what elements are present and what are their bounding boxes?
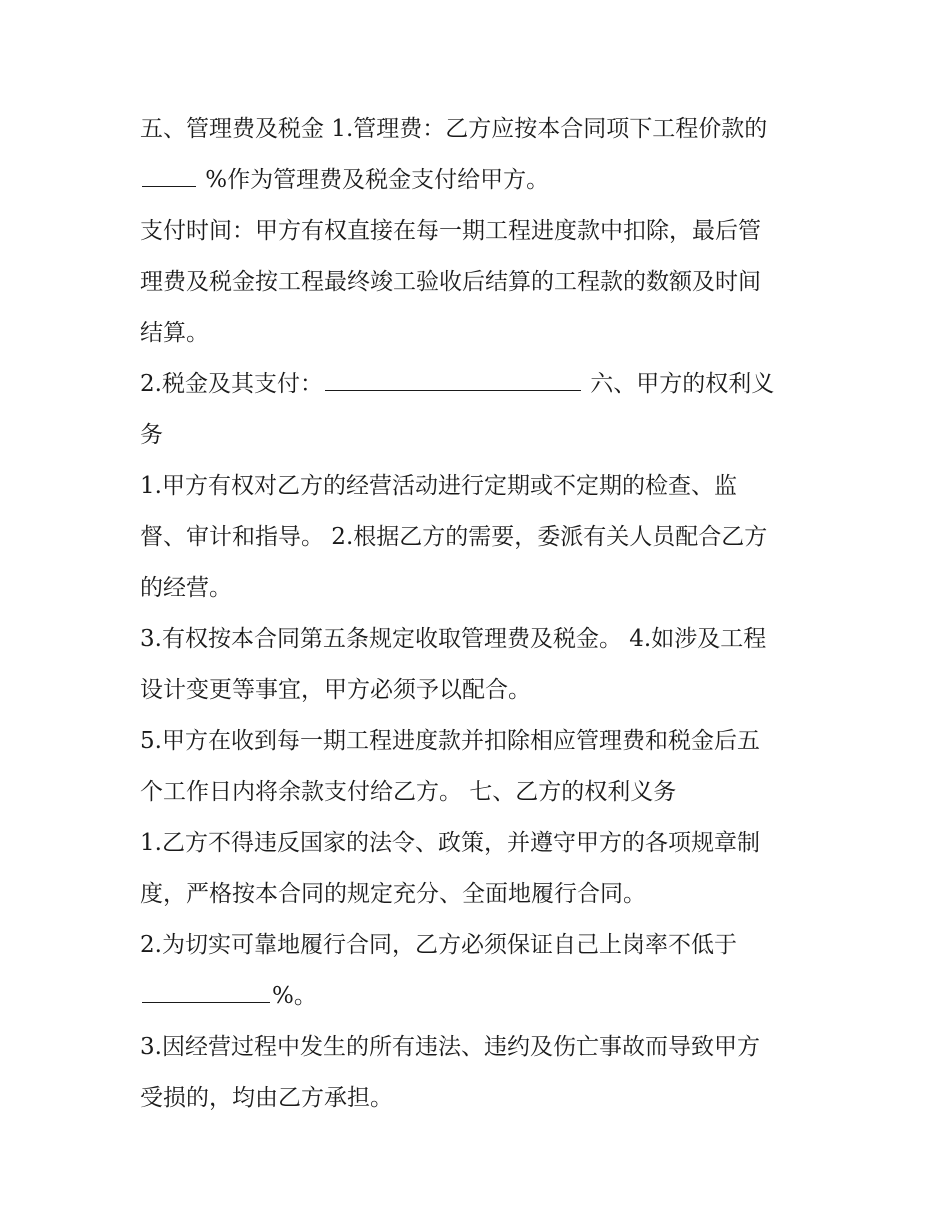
text-line	[140, 155, 820, 206]
line-text: %作为管理费及税金支付给甲方。	[198, 167, 550, 193]
text-line	[140, 359, 820, 410]
text-line: 5.甲方在收到每一期工程进度款并扣除相应管理费和税金后五	[140, 728, 760, 754]
text-line: 个工作日内将余款支付给乙方。 七、乙方的权利义务	[140, 779, 677, 805]
text-line: 度，严格按本合同的规定充分、全面地履行合同。	[140, 881, 646, 907]
text-line: 督、审计和指导。 2.根据乙方的需要，委派有关人员配合乙方	[140, 524, 768, 550]
line-text: 2.税金及其支付：	[140, 371, 323, 397]
text-line: 3.因经营过程中发生的所有违法、违约及伤亡事故而导致甲方	[140, 1034, 760, 1060]
text-line: 受损的，均由乙方承担。	[140, 1085, 393, 1111]
line-text: %。	[272, 983, 317, 1009]
text-line: 1.乙方不得违反国家的法令、政策，并遵守甲方的各项规章制	[140, 830, 760, 856]
text-line: 2.为切实可靠地履行合同，乙方必须保证自己上岗率不低于	[140, 932, 737, 958]
fill-in-blank	[142, 982, 270, 1003]
text-line: 3.有权按本合同第五条规定收取管理费及税金。 4.如涉及工程	[140, 626, 767, 652]
text-line: 1.甲方有权对乙方的经营活动进行定期或不定期的检查、监	[140, 473, 737, 499]
text-line: 务	[140, 422, 163, 448]
text-line: 结算。	[140, 320, 209, 346]
text-line	[140, 971, 820, 1022]
fill-in-blank	[142, 166, 196, 187]
line-text: 六、甲方的权利义	[582, 371, 775, 397]
text-line: 支付时间：甲方有权直接在每一期工程进度款中扣除，最后管	[140, 218, 761, 244]
text-line: 理费及税金按工程最终竣工验收后结算的工程款的数额及时间	[140, 269, 761, 295]
document-page	[140, 104, 820, 1124]
fill-in-blank	[325, 370, 581, 391]
text-line: 五、管理费及税金 1.管理费：乙方应按本合同项下工程价款的	[140, 116, 768, 142]
text-line: 设计变更等事宜，甲方必须予以配合。	[140, 677, 531, 703]
text-line: 的经营。	[140, 575, 232, 601]
